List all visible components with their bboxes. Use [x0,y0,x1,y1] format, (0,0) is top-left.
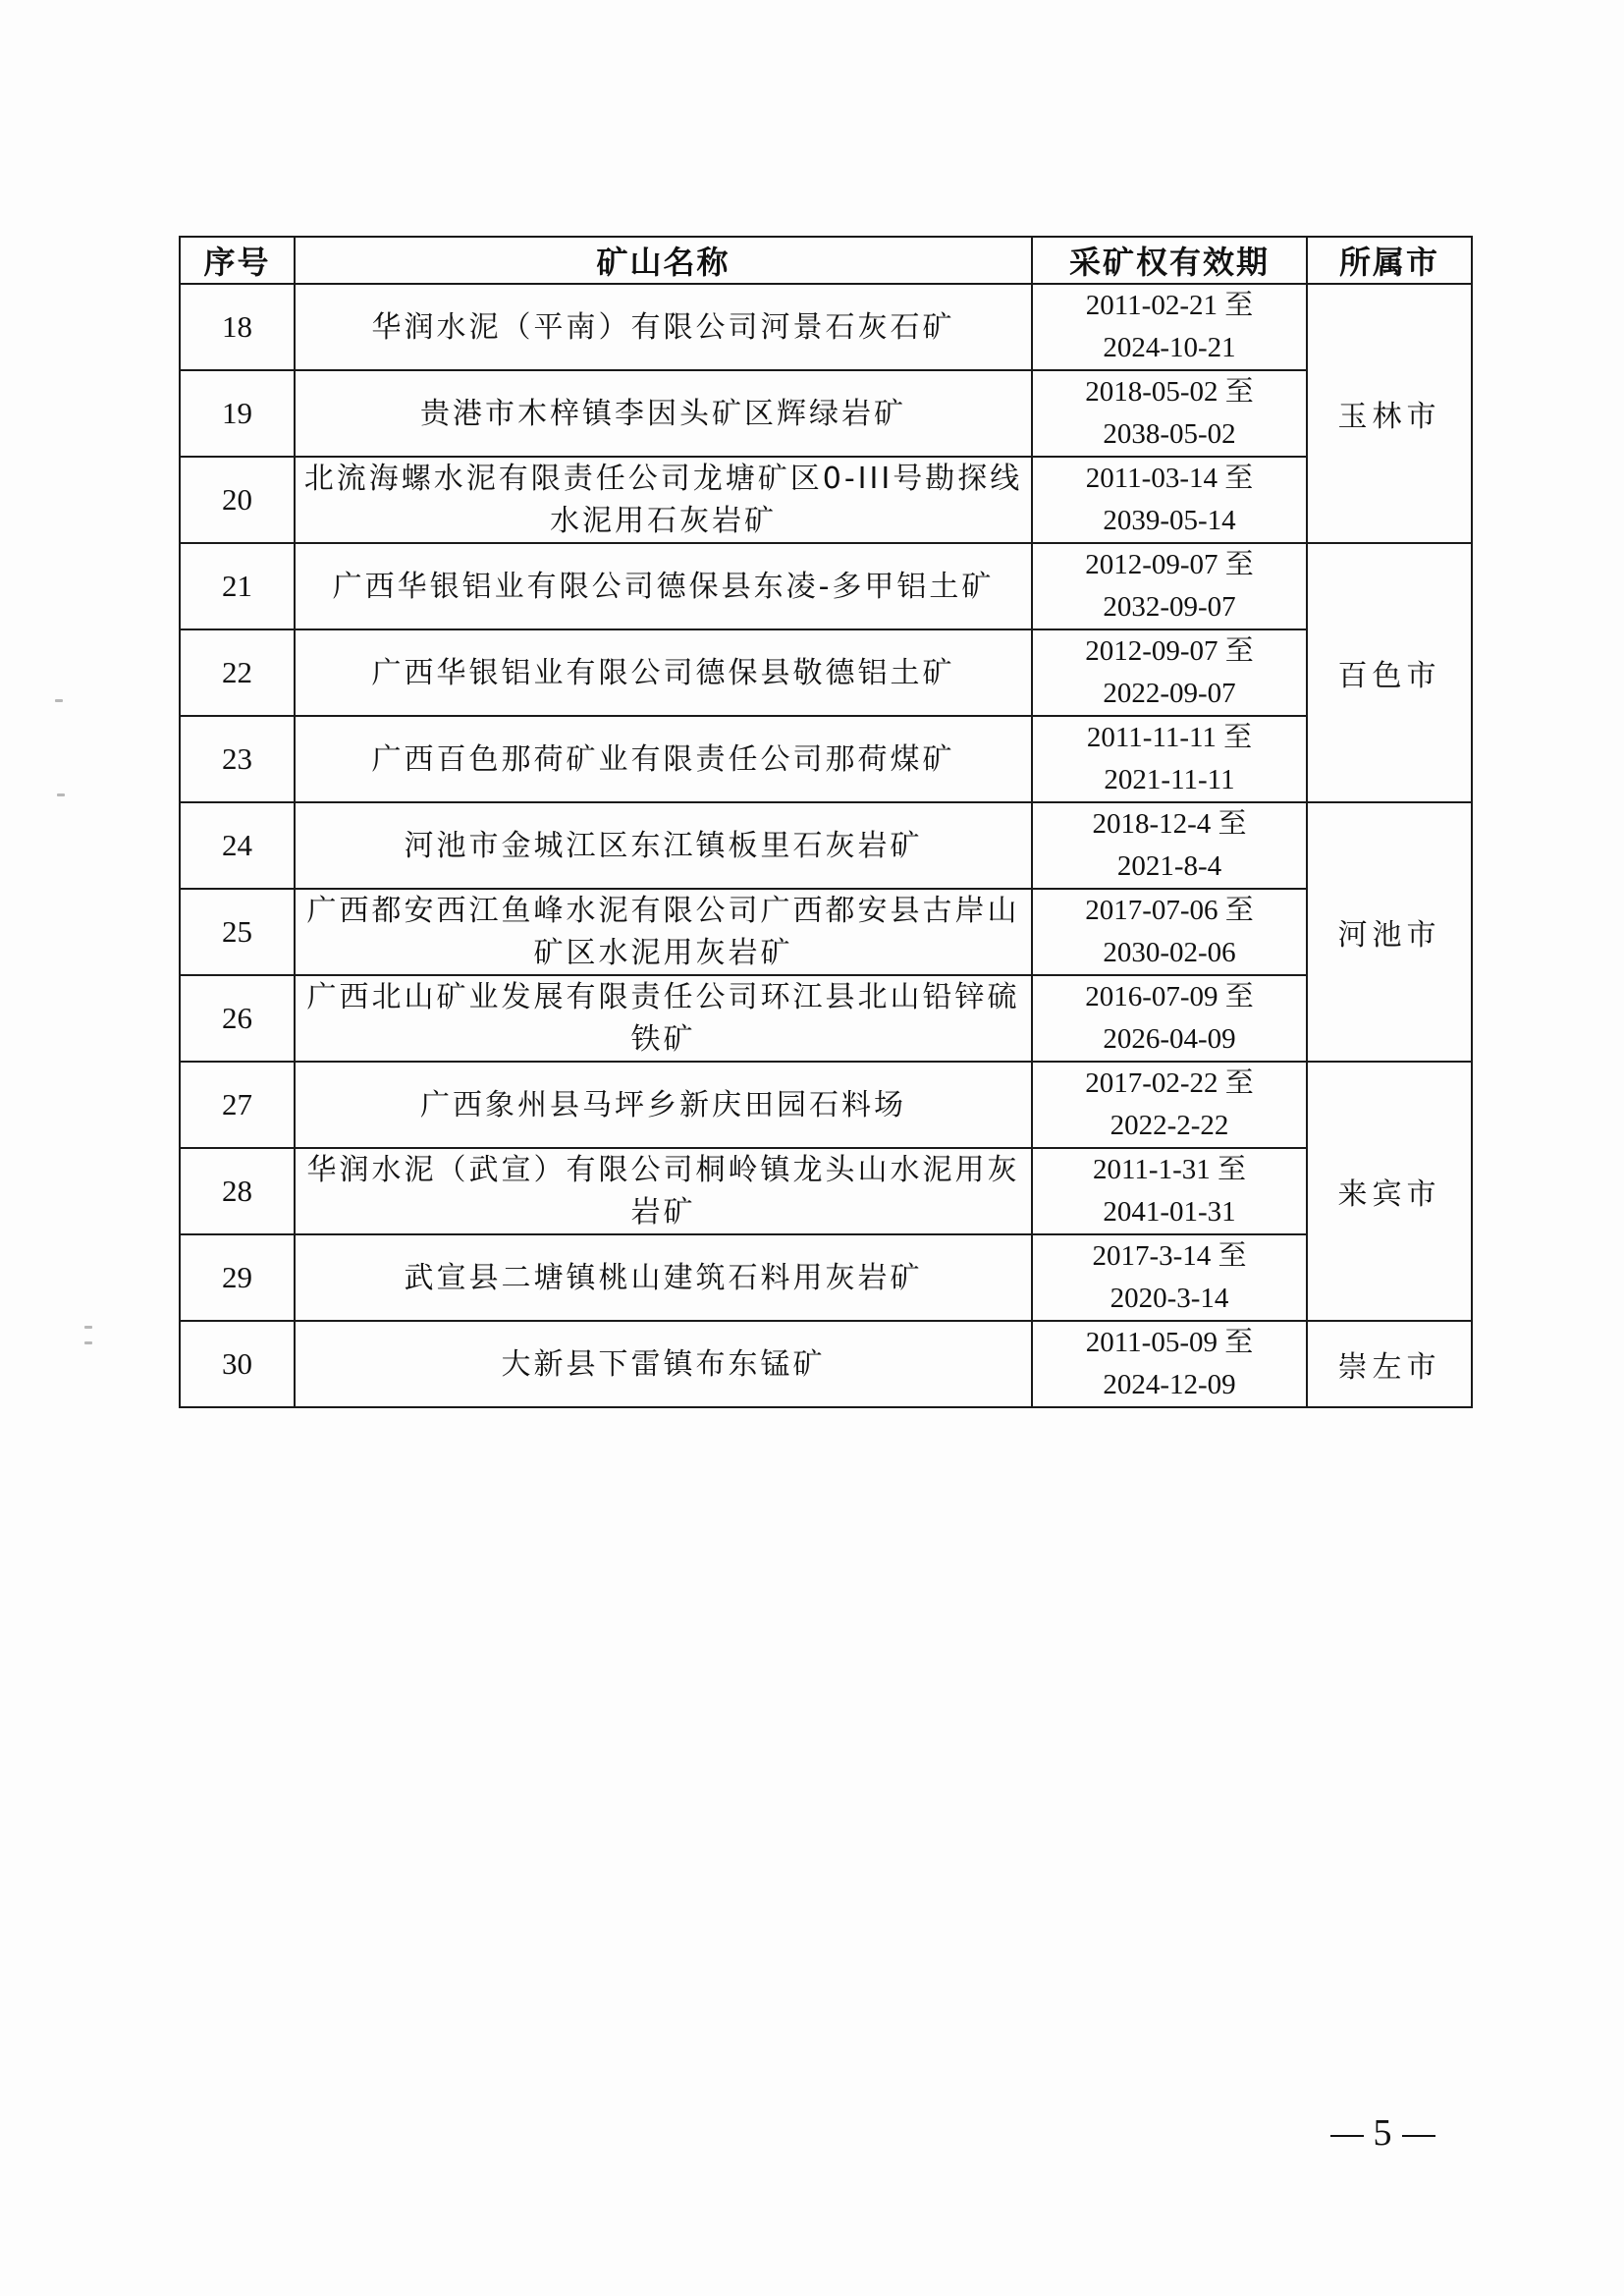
validity-start: 2018-12-4 至 [1092,808,1247,840]
header-city: 所属市 [1307,237,1472,284]
validity-end: 2022-09-07 [1103,678,1236,709]
table-row [180,1062,1472,1148]
validity-start: 2017-3-14 至 [1092,1240,1247,1272]
row-serial-number: 26 [180,975,295,1062]
table-row [180,889,1472,975]
table-row [180,802,1472,889]
row-mine-name: 北流海螺水泥有限责任公司龙塘矿区0-III号勘探线水泥用石灰岩矿 [295,457,1032,543]
header-mine-name: 矿山名称 [295,237,1032,284]
row-serial-number: 19 [180,370,295,457]
row-serial-number: 21 [180,543,295,629]
row-serial-number: 18 [180,284,295,370]
row-mine-name: 河池市金城江区东江镇板里石灰岩矿 [295,802,1032,889]
row-city: 来宾市 [1307,1062,1472,1321]
validity-end: 2039-05-14 [1103,505,1236,536]
scan-speck [57,793,65,796]
table-row [180,457,1472,543]
scan-speck [84,1341,92,1344]
row-serial-number: 28 [180,1148,295,1234]
row-validity-period [1032,1321,1307,1407]
row-serial-number: 22 [180,629,295,716]
validity-start: 2012-09-07 至 [1085,635,1254,667]
validity-start: 2012-09-07 至 [1085,549,1254,580]
validity-end: 2024-10-21 [1103,332,1236,363]
scan-speck [55,699,63,702]
validity-end: 2022-2-22 [1110,1110,1229,1141]
row-validity-period [1032,1148,1307,1234]
row-mine-name: 广西华银铝业有限公司德保县东凌-多甲铝土矿 [295,543,1032,629]
validity-start: 2018-05-02 至 [1085,376,1254,408]
validity-end: 2024-12-09 [1103,1369,1236,1400]
page-number-dash-left [1330,2135,1364,2137]
table-row [180,370,1472,457]
row-mine-name: 贵港市木梓镇李因头矿区辉绿岩矿 [295,370,1032,457]
page-number-value: 5 [1373,2112,1392,2154]
row-mine-name: 华润水泥（平南）有限公司河景石灰石矿 [295,284,1032,370]
validity-start: 2016-07-09 至 [1085,981,1254,1012]
validity-end: 2021-11-11 [1104,764,1235,795]
validity-start: 2011-05-09 至 [1085,1327,1254,1358]
page-number-dash-right [1402,2135,1435,2137]
table-row [180,629,1472,716]
table-row [180,284,1472,370]
row-serial-number: 23 [180,716,295,802]
row-validity-period [1032,629,1307,716]
row-validity-period [1032,1062,1307,1148]
row-validity-period [1032,889,1307,975]
row-serial-number: 20 [180,457,295,543]
row-validity-period [1032,802,1307,889]
row-mine-name: 广西北山矿业发展有限责任公司环江县北山铅锌硫铁矿 [295,975,1032,1062]
row-validity-period [1032,543,1307,629]
row-validity-period [1032,716,1307,802]
row-city: 玉林市 [1307,284,1472,543]
header-serial-number: 序号 [180,237,295,284]
row-mine-name: 广西象州县马坪乡新庆田园石料场 [295,1062,1032,1148]
table-row [180,1321,1472,1407]
table-header-row [180,237,1472,284]
validity-start: 2017-07-06 至 [1085,895,1254,926]
page-number [1314,2111,1451,2155]
validity-start: 2011-11-11 至 [1086,722,1253,753]
validity-end: 2021-8-4 [1116,850,1222,882]
scan-speck [84,1326,92,1329]
row-validity-period [1032,284,1307,370]
row-mine-name: 华润水泥（武宣）有限公司桐岭镇龙头山水泥用灰岩矿 [295,1148,1032,1234]
validity-start: 2017-02-22 至 [1085,1067,1254,1099]
validity-start: 2011-03-14 至 [1085,463,1254,494]
row-mine-name: 广西百色那荷矿业有限责任公司那荷煤矿 [295,716,1032,802]
mining-rights-table [179,236,1473,1408]
row-validity-period [1032,457,1307,543]
row-serial-number: 25 [180,889,295,975]
table-row [180,975,1472,1062]
validity-end: 2032-09-07 [1103,591,1236,623]
validity-end: 2041-01-31 [1103,1196,1236,1228]
row-validity-period [1032,975,1307,1062]
row-validity-period [1032,370,1307,457]
row-serial-number: 29 [180,1234,295,1321]
row-mine-name: 广西都安西江鱼峰水泥有限公司广西都安县古岸山矿区水泥用灰岩矿 [295,889,1032,975]
row-serial-number: 24 [180,802,295,889]
row-mine-name: 武宣县二塘镇桃山建筑石料用灰岩矿 [295,1234,1032,1321]
table-row [180,716,1472,802]
row-city: 崇左市 [1307,1321,1472,1407]
header-validity-period: 采矿权有效期 [1032,237,1307,284]
row-mine-name: 大新县下雷镇布东锰矿 [295,1321,1032,1407]
table-row [180,1234,1472,1321]
validity-end: 2020-3-14 [1110,1283,1229,1314]
table-row [180,543,1472,629]
row-serial-number: 30 [180,1321,295,1407]
validity-end: 2030-02-06 [1103,937,1236,968]
table-row [180,1148,1472,1234]
row-validity-period [1032,1234,1307,1321]
validity-end: 2026-04-09 [1103,1023,1236,1055]
row-city: 河池市 [1307,802,1472,1062]
row-city: 百色市 [1307,543,1472,802]
row-serial-number: 27 [180,1062,295,1148]
validity-start: 2011-02-21 至 [1085,290,1254,321]
validity-start: 2011-1-31 至 [1093,1154,1246,1185]
row-mine-name: 广西华银铝业有限公司德保县敬德铝土矿 [295,629,1032,716]
validity-end: 2038-05-02 [1103,418,1236,450]
